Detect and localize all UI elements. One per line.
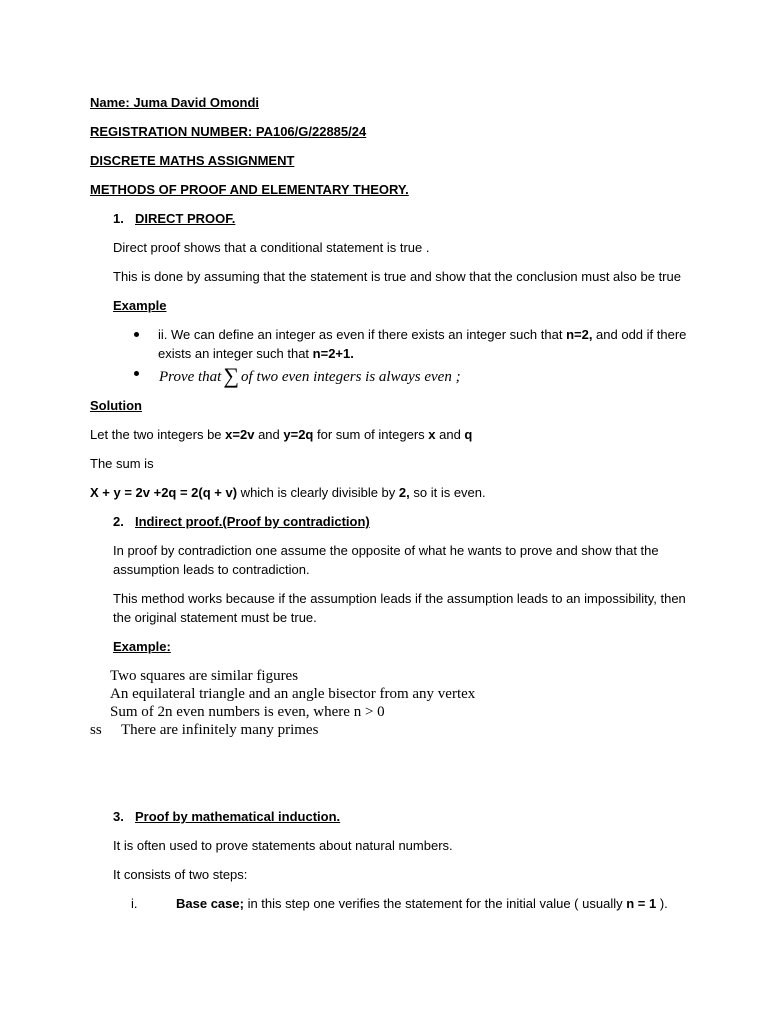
section3-title: Proof by mathematical induction. [135, 809, 341, 824]
section3-para1: It is often used to prove statements about natural numbers. [113, 838, 453, 853]
section2-para1-line2: assumption leads to contradiction. [113, 562, 310, 577]
section2-number: 2. [113, 514, 124, 529]
section2-para1-line1: In proof by contradiction one assume the opposite of what he wants to prove and show that the [113, 543, 659, 558]
section1-title: DIRECT PROOF. [135, 211, 236, 226]
bullet1-line2 [158, 345, 354, 362]
sol1-text-g: and [435, 427, 465, 442]
bullet-dot [134, 371, 139, 376]
section2-para2-line1: This method works because if the assumption leads if the assumption leads to an impossibility, then [113, 591, 686, 606]
step-base-case: Base case; [176, 896, 244, 911]
bullet1-line1 [158, 326, 686, 343]
bullet1-formula-even: n=2, [566, 327, 593, 342]
student-name: Name: Juma David Omondi [90, 95, 260, 110]
step-n-equals-1: n = 1 [626, 896, 657, 911]
bullet-dot [134, 332, 139, 337]
section3-number: 3. [113, 809, 124, 824]
step-text-b: in this step one verifies the statement for the initial value ( usually [243, 896, 627, 911]
sol1-q: q [464, 427, 473, 442]
section2-example-heading: Example: [113, 639, 171, 654]
example-item: An equilateral triangle and an angle bisector from any vertex [110, 686, 476, 702]
sol1-x: x [428, 427, 436, 442]
stray-text: ss [90, 722, 102, 738]
bullet1-text-c: and odd if there [592, 327, 687, 342]
section1-number: 1. [113, 211, 124, 226]
sol3-two: 2, [398, 485, 410, 500]
section1-para1: Direct proof shows that a conditional statement is true . [113, 240, 430, 255]
sol1-x-def: x=2v [225, 427, 255, 442]
step-text-d: ). [656, 896, 668, 911]
solution-line1 [90, 426, 472, 443]
bullet2-text-a: Prove that [159, 369, 222, 385]
bullet2-line [159, 365, 461, 386]
solution-heading: Solution [90, 398, 142, 413]
bullet2-text-b: of two even integers is always even ; [241, 369, 461, 385]
sol1-text-e: for sum of integers [313, 427, 429, 442]
step-number: i. [131, 896, 138, 911]
section2-para2-line2: the original statement must be true. [113, 610, 317, 625]
sol1-text-c: and [254, 427, 284, 442]
section1-para2: This is done by assuming that the statement is true and show that the conclusion must also be true [113, 269, 681, 284]
sigma-symbol: ∑ [223, 363, 240, 388]
sol1-text-a: Let the two integers be [90, 427, 226, 442]
section2-title: Indirect proof.(Proof by contradiction) [135, 514, 370, 529]
sol1-y-def: y=2q [283, 427, 314, 442]
section1-example-heading: Example [113, 298, 167, 313]
sol3-text-d: so it is even. [409, 485, 486, 500]
topic-title: METHODS OF PROOF AND ELEMENTARY THEORY. [90, 182, 409, 197]
bullet1-text-a: ii. We can define an integer as even if there exists an integer such that [158, 327, 567, 342]
section3-para2: It consists of two steps: [113, 867, 248, 882]
example-item: There are infinitely many primes [121, 722, 319, 738]
example-item: Two squares are similar figures [110, 668, 299, 684]
assignment-title: DISCRETE MATHS ASSIGNMENT [90, 153, 295, 168]
example-item: Sum of 2n even numbers is even, where n > 0 [110, 704, 385, 720]
sol3-text-b: which is clearly divisible by [237, 485, 399, 500]
registration-number: REGISTRATION NUMBER: PA106/G/22885/24 [90, 124, 367, 139]
solution-line2: The sum is [90, 456, 154, 471]
step-line [176, 895, 668, 912]
bullet1-text-d: exists an integer such that [158, 346, 313, 361]
bullet1-formula-odd: n=2+1. [312, 346, 354, 361]
solution-line3 [90, 484, 486, 501]
sol3-equation: X + y = 2v +2q = 2(q + v) [90, 485, 238, 500]
